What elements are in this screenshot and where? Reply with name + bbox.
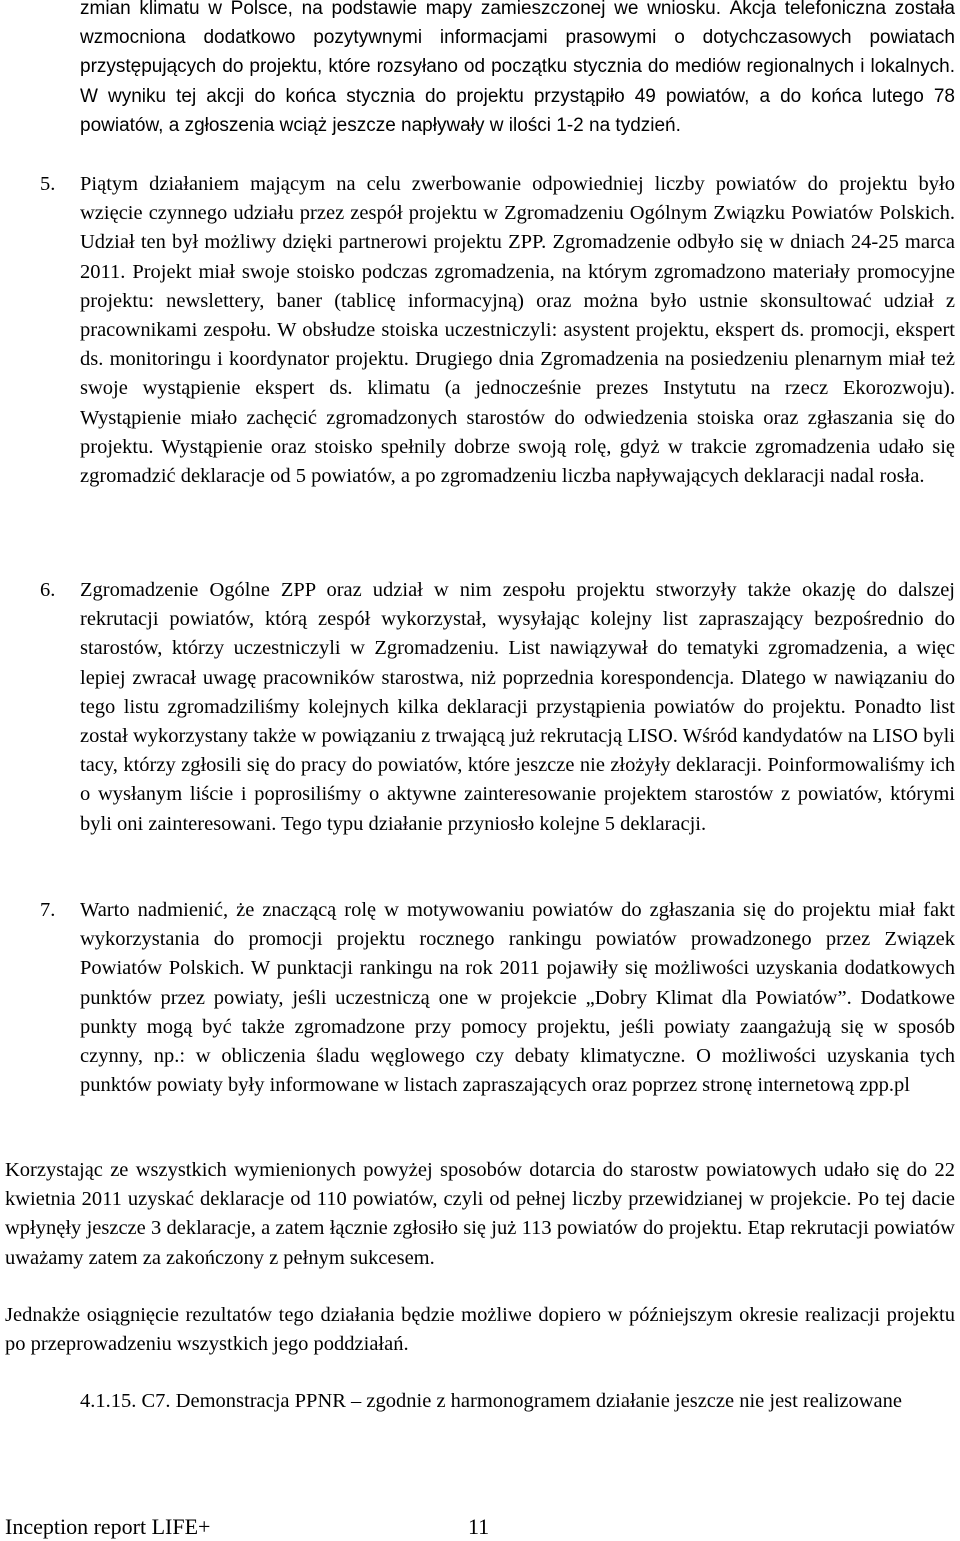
list-item-number: 6. [40, 579, 56, 601]
summary-paragraph-1: Korzystając ze wszystkich wymienionych powyżej sposobów dotarcia do starostw powiatowych udało się do 22 kwietnia 2011 uzyskać deklaracje od 110 powiatów, czyli od pełnej liczby przewidzianej w projekcie. Po tej dacie wpłynęły jeszcze 3 deklaracje, a zatem łącznie zgłosiło się już 113 powiatów do projektu. Etap rekrutacji powiatów uważamy zatem za zakończony z pełnym sukcesem. [5, 1159, 955, 1269]
list-item-7 [40, 896, 955, 1100]
intro-paragraph [80, 0, 955, 140]
intro-text-line2: W wyniku tej akcji do końca stycznia do projektu przystąpiło 49 powiatów, a do końca lutego 78 powiatów, a zgłoszenia wciąż jeszcze napływały w ilości 1-2 na tydzień. [80, 85, 955, 136]
section-heading [80, 1387, 955, 1416]
footer-page-number: 11 [468, 1514, 490, 1539]
section-heading-text: 4.1.15. C7. Demonstracja PPNR – zgodnie z harmonogramem działanie jeszcze nie jest realizowane [80, 1390, 903, 1412]
list-item-number: 5. [40, 173, 56, 195]
list-item-text: Piątym działaniem mającym na celu zwerbowanie odpowiedniej liczby powiatów do projektu było wzięcie czynnego udziału przez zespół projektu w Zgromadzeniu Ogólnym Związku Powiatów Polskich. Udział ten był możliwy dzięki partnerowi projektu ZPP. Zgromadzenie odbyło się w dniach 24-25 marca 2011. Projekt miał swoje stoisko podczas zgromadzenia, na którym zgromadzono materiały promocyjne projektu: newslettery, baner (tablicę informacyjną) oraz można było ustnie skonsultować udział z pracownikami zespołu. W obsłudze stoiska uczestniczyli: asystent projektu, ekspert ds. promocji, ekspert ds. monitoringu i koordynator projektu. Drugiego dnia Zgromadzenia na posiedzeniu plenarnym miał też swoje wystąpienie ekspert ds. klimatu (a jednocześnie prezes Instytutu na rzecz Ekorozwoju). Wystąpienie miało zachęcić zgromadzonych starostów do odwiedzenia stoiska oraz zgłaszania się do projektu. Wystąpienie oraz stoisko spełnily dobrze swoją rolę, gdyż w trakcie zgromadzenia udało się zgromadzić deklaracje od 5 powiatów, a po zgromadzeniu liczba napływających deklaracji nadal rosła. [80, 173, 955, 488]
list-item-text: Zgromadzenie Ogólne ZPP oraz udział w nim zespołu projektu stworzyły także okazję do dalszej rekrutacji powiatów, którą zespół wykorzystał, wysyłając kolejny list zapraszający bezpośrednio do starostów, którzy uczestniczyli w Zgromadzeniu. List nawiązywał do tematyki zgromadzenia, a więc lepiej zwracał uwagę pracowników starostwa, niż poprzednia korespondencja. Dlatego w nawiązaniu do tego listu zgromadziliśmy kolejnych kilka deklaracji przystąpienia powiatów do projektu. Ponadto list został wykorzystany także w powiązaniu z trwającą już rekrutacją LISO. Wśród kandydatów na LISO byli tacy, którzy zgłosili się do pracy do powiatów, które jeszcze nie złożyły deklaracji. Poinformowaliśmy ich o wysłanym liście i poprosiliśmy o aktywne zainteresowanie projektem starostów z powiatów, którymi byli oni zainteresowani. Tego typu działanie przyniosło kolejne 5 deklaracji. [80, 579, 955, 835]
list-item-5 [40, 170, 955, 491]
summary-paragraph-2: Jednakże osiągnięcie rezultatów tego działania będzie możliwe dopiero w późniejszym okresie realizacji projektu po przeprowadzeniu wszystkich jego poddziałań. [5, 1304, 955, 1356]
intro-text-line1b: Akcja telefoniczna została wzmocniona dodatkowo pozytywnymi informacjami prasowymi o dotychczasowych powiatach przystępujących do projektu, które rozsyłano od początku stycznia do mediów regionalnych i lokalnych. [80, 0, 955, 78]
list-item-text: Warto nadmienić, że znaczącą rolę w motywowaniu powiatów do zgłaszania się do projektu miał fakt wykorzystania do promocji projektu rocznego rankingu powiatów prowadzonego przez Związek Powiatów Polskich. W punktacji rankingu na rok 2011 pojawiły się możliwości uzyskania dodatkowych punktów przez powiaty, jeśli uczestniczą one w projekcie „Dobry Klimat dla Powiatów”. Dodatkowe punkty mogą być także zgromadzone przy pomocy projektu, jeśli powiaty zaangażują się w sposób czynny, np.: w obliczenia śladu węglowego czy debaty klimatyczne. O możliwości uzyskania tych punktów powiaty były informowane w listach zapraszających oraz poprzez stronę internetową zpp.pl [80, 899, 955, 1097]
intro-text-line1: zmian klimatu w Polsce, na podstawie mapy zamieszczonej we wniosku. [80, 0, 722, 19]
footer-report-title: Inception report LIFE+ [5, 1514, 211, 1539]
list-item-6 [40, 576, 955, 839]
list-item-number: 7. [40, 899, 56, 921]
page-footer [5, 1514, 605, 1540]
